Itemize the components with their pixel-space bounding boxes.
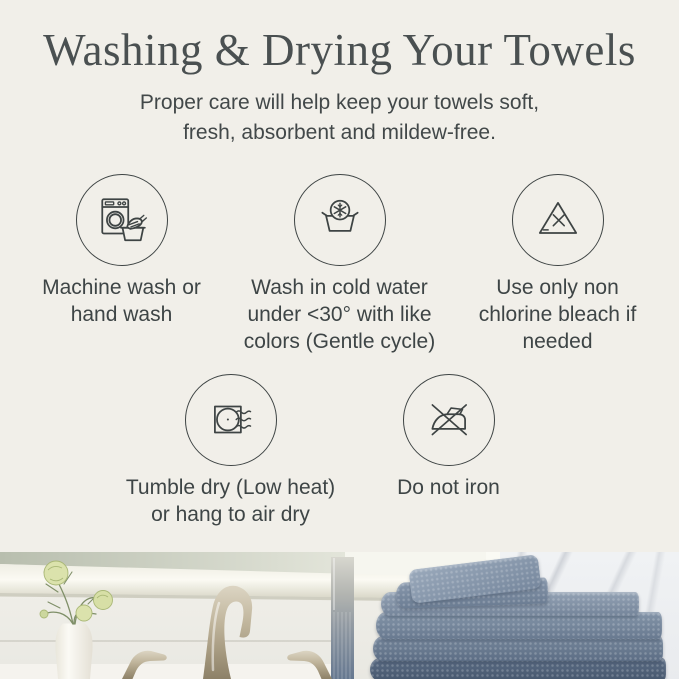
bathroom-photo [0, 552, 679, 679]
care-icon-circle [512, 174, 604, 266]
care-label [397, 474, 500, 501]
page-subtitle [0, 88, 679, 148]
cold-gentle-wash-icon [313, 193, 367, 247]
care-label-line: colors (Gentle cycle) [243, 330, 436, 353]
faucet-handle-left [122, 651, 167, 679]
care-item-machine-wash [17, 174, 227, 328]
towel [376, 612, 662, 639]
care-icon-circle [76, 174, 168, 266]
care-label-line: Machine wash or [42, 276, 201, 299]
care-icon-circle [403, 374, 495, 466]
machine-hand-wash-icon [95, 193, 149, 247]
care-label-line: hand wash [70, 303, 173, 326]
care-item-tumble-dry [122, 374, 340, 528]
tumble-dry-air-dry-icon [204, 393, 258, 447]
care-item-cold-wash [235, 174, 445, 355]
care-label [479, 274, 637, 355]
care-label [126, 474, 335, 528]
do-not-iron-icon [422, 393, 476, 447]
care-label-line: chlorine bleach if [478, 303, 637, 326]
towel [370, 658, 666, 679]
care-label-line: under <30° with like [247, 303, 432, 326]
care-item-no-iron [340, 374, 558, 501]
care-label-line: Tumble dry (Low heat) [125, 476, 336, 499]
faucet-handle-right [287, 651, 332, 679]
care-icon-circle [185, 374, 277, 466]
towel [373, 636, 663, 661]
care-icon-circle [294, 174, 386, 266]
care-row-2 [0, 374, 679, 528]
non-chlorine-bleach-icon [531, 193, 585, 247]
care-label-line: Do not iron [397, 476, 500, 499]
care-label [42, 274, 201, 328]
care-item-bleach [453, 174, 663, 355]
care-label [244, 274, 435, 355]
page-title: Washing & Drying Your Towels [43, 25, 636, 75]
subtitle-line-1: Proper care will help keep your towels soft, [139, 91, 540, 114]
care-label-line: Wash in cold water [251, 276, 428, 299]
care-label-line: or hang to air dry [151, 503, 310, 526]
care-row-1 [0, 174, 679, 355]
flower-vase [55, 624, 92, 679]
care-label-line: needed [522, 330, 593, 353]
ribbed-canister [331, 557, 354, 679]
subtitle-line-2: fresh, absorbent and mildew-free. [183, 121, 496, 144]
care-label-line: Use only non [496, 276, 619, 299]
